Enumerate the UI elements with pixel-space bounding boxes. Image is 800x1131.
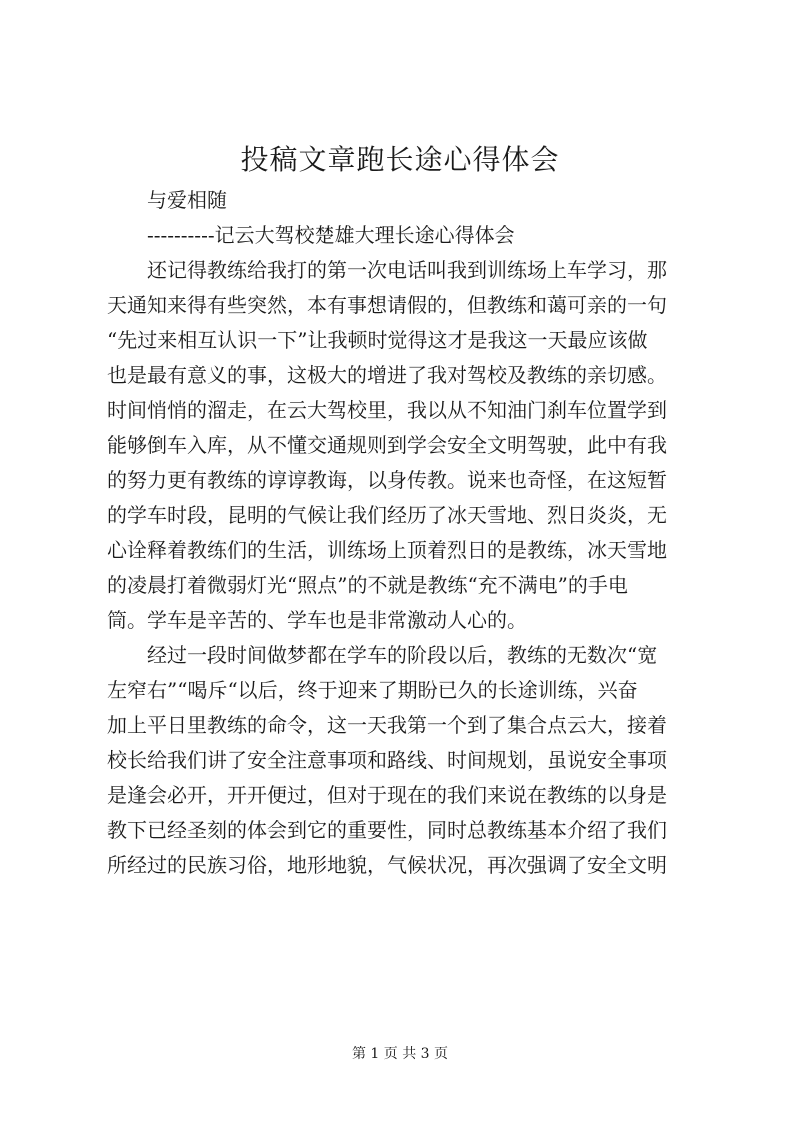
body-line: 心诠释着教练们的生活，训练场上顶着烈日的是教练，冰天雪地	[107, 538, 667, 562]
body-line: 所经过的民族习俗，地形地貌，气候状况，再次强调了安全文明	[107, 853, 667, 877]
document-title: 投稿文章跑长途心得体会	[240, 143, 560, 176]
body-line: 能够倒车入库，从不懂交通规则到学会安全文明驾驶，此中有我	[107, 433, 667, 457]
body-line: “先过来相互认识一下”让我顿时觉得这才是我这一天最应该做	[107, 328, 648, 352]
body-line: 时间悄悄的溜走，在云大驾校里，我以从不知油门刹车位置学到	[107, 398, 667, 422]
body-line: 的学车时段，昆明的气候让我们经历了冰天雪地、烈日炎炎，无	[107, 503, 667, 527]
body-line: 教下已经圣刻的体会到它的重要性，同时总教练基本介绍了我们	[107, 818, 667, 842]
page-number-footer: 第 1 页 共 3 页	[351, 1046, 449, 1062]
body-line: 与爱相随	[147, 188, 227, 212]
body-line: 天通知来得有些突然，本有事想请假的，但教练和蔼可亲的一句	[107, 293, 667, 317]
body-line: 的凌晨打着微弱灯光“照点”的不就是教练“充不满电”的手电	[107, 573, 628, 597]
body-line: 筒。学车是辛苦的、学车也是非常激动人心的。	[107, 608, 527, 632]
body-line: 经过一段时间做梦都在学车的阶段以后，教练的无数次“宽	[147, 643, 658, 667]
body-line: 的努力更有教练的谆谆教诲，以身传教。说来也奇怪，在这短暂	[107, 468, 667, 492]
document-body	[107, 183, 707, 883]
body-line: 还记得教练给我打的第一次电话叫我到训练场上车学习，那	[147, 258, 667, 282]
body-line: 左窄右”“喝斥“以后，终于迎来了期盼已久的长途训练，兴奋	[107, 678, 638, 702]
body-line: 校长给我们讲了安全注意事项和路线、时间规划，虽说安全事项	[107, 748, 667, 772]
body-line: 是逢会必开，开开便过，但对于现在的我们来说在教练的以身是	[107, 783, 667, 807]
body-line: 也是最有意义的事，这极大的增进了我对驾校及教练的亲切感。	[107, 363, 667, 387]
body-line: 加上平日里教练的命令，这一天我第一个到了集合点云大，接着	[107, 713, 667, 737]
body-line: ----------记云大驾校楚雄大理长途心得体会	[147, 223, 515, 247]
